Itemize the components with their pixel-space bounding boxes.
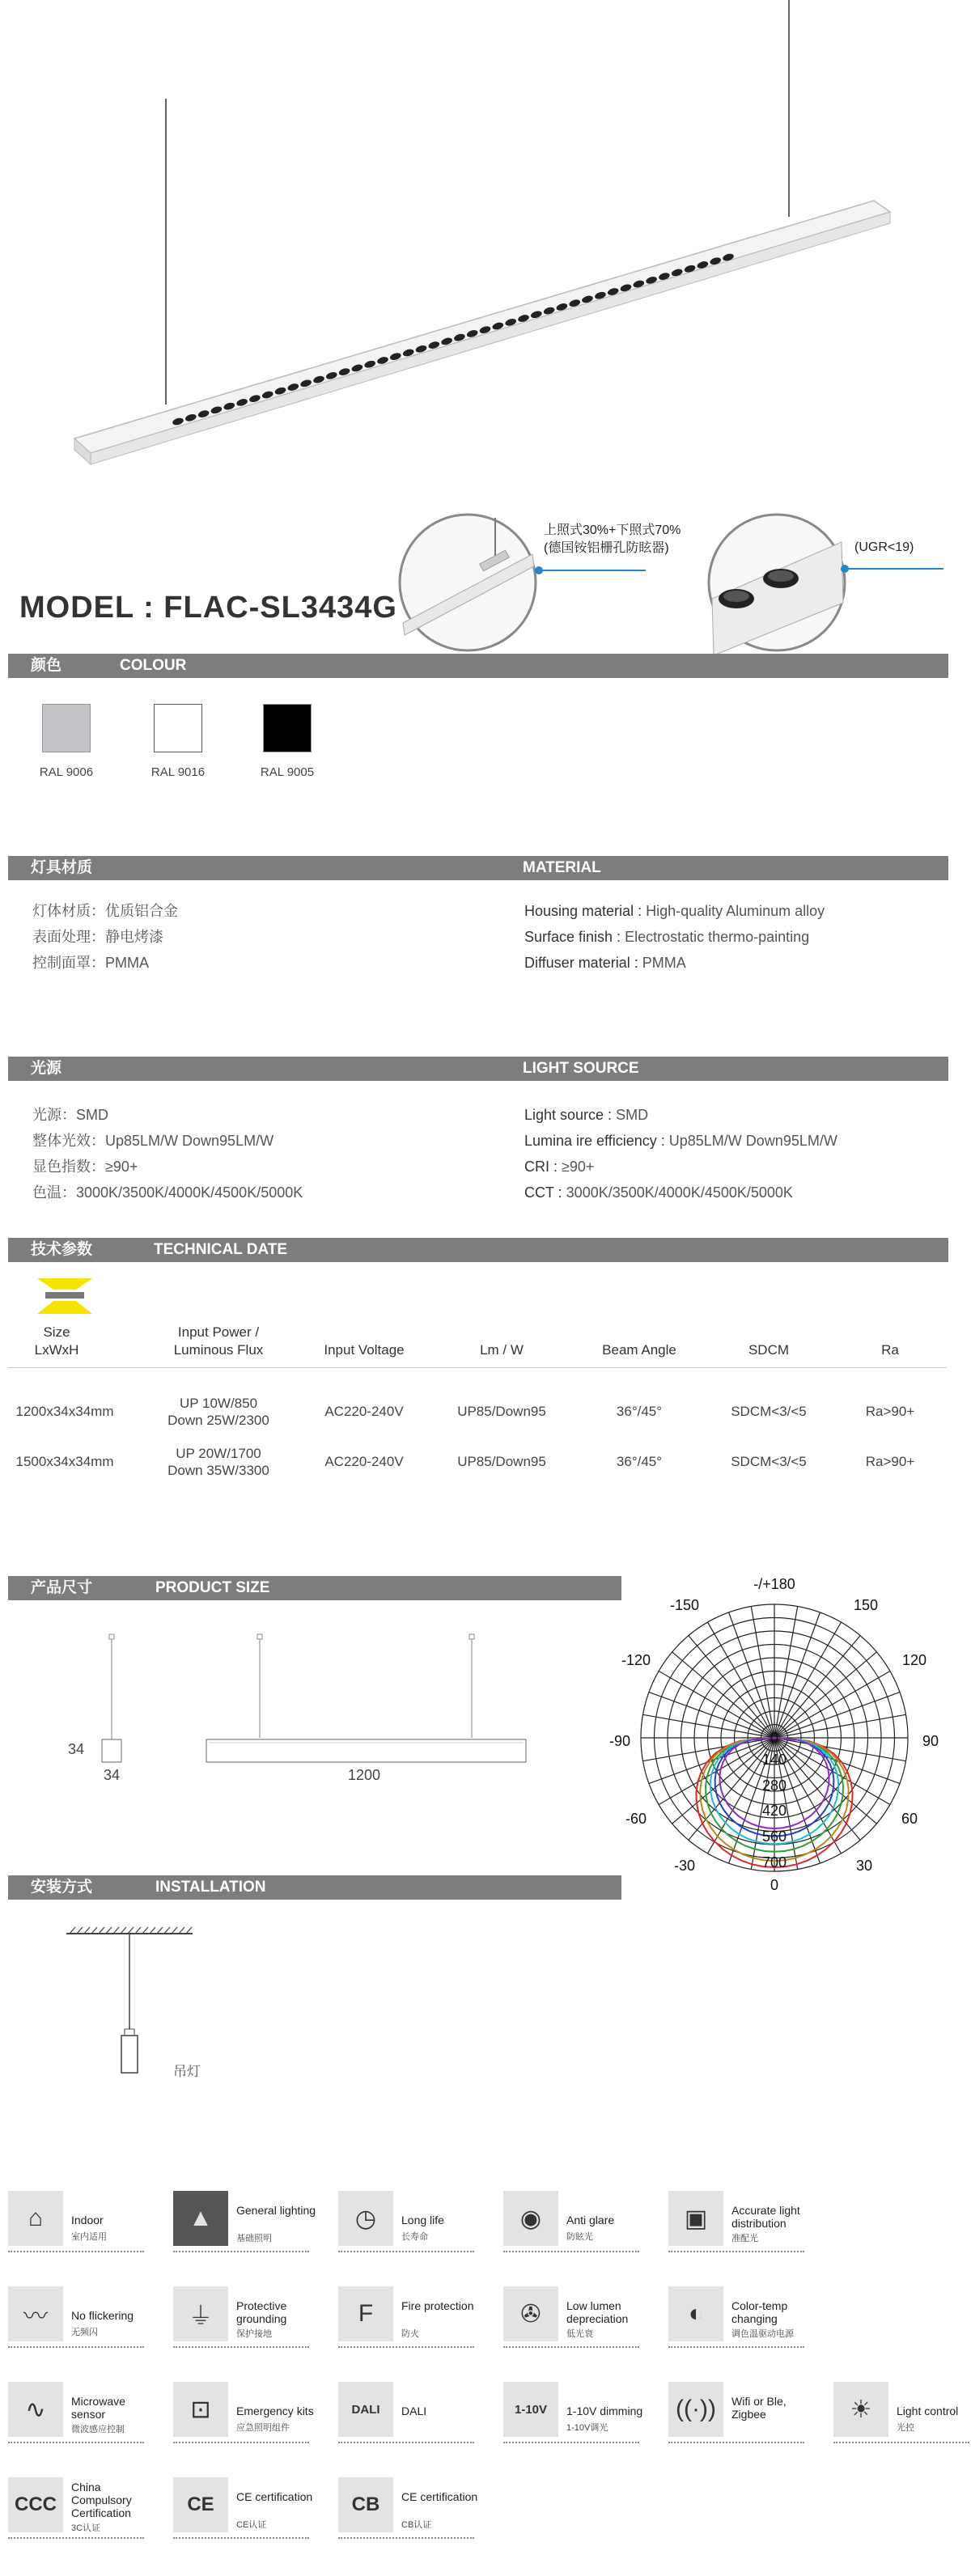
feature-divider [8, 2346, 144, 2348]
light-source-zh-row: 色温：3000K/3500K/4000K/4500K/5000K [32, 1184, 303, 1201]
material-en-row: Surface finish : Electrostatic thermo-painting [524, 929, 810, 945]
material-header: 灯具材质 MATERIAL [8, 856, 948, 880]
polar-angle-label: -30 [673, 1858, 696, 1874]
distribution-icon: ▣ [668, 2191, 723, 2246]
swatch-label: RAL 9006 [39, 765, 94, 779]
ground-icon: ⏚ [173, 2286, 228, 2341]
feature-divider [503, 2346, 639, 2348]
material-zh-row: 表面处理：静电烤漆 [32, 929, 163, 945]
feature-divider [173, 2251, 309, 2252]
roof-icon: ▲ [173, 2191, 228, 2246]
feature-item [503, 2382, 657, 2440]
feature-label: Indoor [71, 2214, 104, 2226]
house-icon: ⌂ [8, 2191, 63, 2246]
feature-item [338, 2191, 492, 2249]
detail-circle-right [704, 510, 850, 655]
swatch-label: RAL 9016 [151, 765, 206, 779]
polar-angle-label: 0 [770, 1877, 779, 1893]
polar-light-distribution [607, 1570, 971, 1901]
polar-angle-label: -90 [608, 1733, 631, 1749]
clock-icon: ◷ [338, 2191, 393, 2246]
dimension-height: 34 [68, 1741, 85, 1757]
color-icon: ◐ [668, 2286, 723, 2341]
callout-line-right [840, 561, 945, 577]
feature-label: No flickering [71, 2309, 134, 2322]
feature-divider [8, 2537, 144, 2539]
bulb-icon: ✇ [503, 2286, 558, 2341]
light-source-zh-row: 整体光效：Up85LM/W Down95LM/W [32, 1133, 274, 1149]
feature-label-zh: 长寿命 [401, 2232, 428, 2242]
polar-radius-label: 140 [761, 1752, 787, 1768]
feature-label: Long life [401, 2214, 444, 2226]
feature-divider [173, 2442, 309, 2443]
feature-item [173, 2191, 327, 2249]
polar-radius-label: 420 [761, 1803, 787, 1819]
tech-col-header: Ra [881, 1342, 899, 1358]
feature-divider [338, 2346, 474, 2348]
polar-angle-label: -60 [625, 1811, 647, 1827]
swatch-label: RAL 9005 [260, 765, 315, 779]
feature-label-zh: 基础照明 [236, 2234, 272, 2243]
size-icon [34, 1277, 95, 1316]
polar-angle-label: -/+180 [753, 1576, 795, 1592]
feature-label-zh: 微波感应控制 [71, 2425, 125, 2434]
feature-label-zh: 调色温驱动电源 [731, 2329, 794, 2339]
feature-divider [833, 2442, 969, 2443]
feature-label-zh: 应急照明组件 [236, 2423, 290, 2433]
feature-label: Microwave sensor [71, 2395, 125, 2421]
feature-item [173, 2382, 327, 2440]
installation-header: 安装方式 INSTALLATION [8, 1875, 621, 1900]
feature-item [338, 2382, 492, 2440]
material-en-row: Housing material : High-quality Aluminum alloy [524, 903, 825, 919]
feature-item [8, 2477, 162, 2536]
feature-label: Anti glare [566, 2214, 615, 2226]
detail-circle-left [395, 510, 541, 655]
feature-item [668, 2286, 822, 2345]
dali-icon: DALI [338, 2382, 393, 2437]
material-zh-list [32, 898, 178, 976]
product-size-header: 产品尺寸 PRODUCT SIZE [8, 1576, 621, 1600]
dimming-icon: 1-10V [503, 2382, 558, 2437]
material-en-row: Diffuser material : PMMA [524, 955, 686, 971]
material-zh-row: 控制面罩：PMMA [32, 955, 149, 971]
feature-divider [338, 2537, 474, 2539]
tech-col-header: Size LxWxH [34, 1324, 79, 1358]
model-title: MODEL : FLAC-SL3434G [19, 591, 397, 625]
feature-label: General lighting [236, 2204, 316, 2217]
technical-header: 技术参数 TECHNICAL DATE [8, 1238, 948, 1262]
feature-label: Emergency kits [236, 2404, 314, 2417]
feature-label-zh: 保护接地 [236, 2329, 272, 2339]
material-en-list [524, 898, 825, 976]
feature-label: Color-temp changing [731, 2299, 788, 2325]
feature-divider [173, 2346, 309, 2348]
product-size-drawing [49, 1626, 550, 1788]
polar-angle-label: -150 [669, 1597, 700, 1613]
feature-label-zh: 3C认证 [71, 2523, 101, 2533]
feature-label-zh: 准配光 [731, 2234, 758, 2243]
light-source-en-row: Lumina ire efficiency : Up85LM/W Down95LM/W [524, 1133, 837, 1149]
cb-icon: CB [338, 2477, 393, 2532]
product-hero-image [0, 0, 971, 502]
polar-radius-label: 560 [761, 1828, 787, 1845]
tech-col-header: Input Power / Luminous Flux [173, 1324, 264, 1358]
light-source-en-row: CRI : ≥90+ [524, 1159, 595, 1175]
swatch-ral-9016 [154, 704, 202, 752]
tech-col-header: Beam Angle [602, 1342, 676, 1358]
feature-label-zh: 无频闪 [71, 2328, 98, 2337]
feature-divider [668, 2346, 804, 2348]
feature-label-zh: 光控 [897, 2423, 914, 2433]
feature-label-zh: 1-10V调光 [566, 2423, 608, 2433]
callout-text-right: (UGR<19) [854, 540, 914, 554]
table-divider [8, 1367, 947, 1368]
emergency-icon: ⊡ [173, 2382, 228, 2437]
wave-icon: 〰 [8, 2286, 63, 2341]
feature-divider [503, 2251, 639, 2252]
feature-item [8, 2286, 162, 2345]
feature-label: CE certification [236, 2490, 313, 2503]
light-source-en-row: Light source : SMD [524, 1107, 649, 1123]
dimension-width: 34 [104, 1767, 121, 1783]
polar-angle-label: 150 [853, 1597, 879, 1613]
feature-label: CE certification [401, 2490, 478, 2503]
feature-label-zh: CE认证 [236, 2520, 267, 2530]
feature-label: Protective grounding [236, 2299, 287, 2325]
eye-icon: ◉ [503, 2191, 558, 2246]
feature-divider [668, 2442, 804, 2443]
feature-label: Wifi or Ble, Zigbee [731, 2395, 787, 2421]
light-source-en-row: CCT : 3000K/3500K/4000K/4500K/5000K [524, 1184, 793, 1201]
feature-divider [338, 2251, 474, 2252]
feature-item [338, 2477, 492, 2536]
light-source-zh-list [32, 1102, 303, 1205]
feature-label-zh: CB认证 [401, 2520, 432, 2530]
swatch-ral-9006 [42, 704, 91, 752]
swatch-ral-9005 [263, 704, 312, 752]
material-zh-row: 灯体材质：优质铝合金 [32, 903, 178, 919]
feature-item [668, 2191, 822, 2249]
polar-angle-label: -120 [621, 1652, 651, 1668]
feature-item [503, 2191, 657, 2249]
polar-center-label: 0 [770, 1730, 779, 1746]
light-source-header: 光源 LIGHT SOURCE [8, 1057, 948, 1081]
feature-divider [8, 2442, 144, 2443]
feature-item [833, 2382, 971, 2440]
feature-divider [668, 2251, 804, 2252]
tech-col-header: Lm / W [480, 1342, 524, 1358]
feature-label: China Compulsory Certification [71, 2481, 132, 2519]
tech-col-header: Input Voltage [324, 1342, 405, 1358]
polar-angle-label: 120 [901, 1652, 927, 1668]
feature-label-zh: 防眩光 [566, 2232, 593, 2242]
feature-label: 1-10V dimming [566, 2404, 643, 2417]
light-source-en-list [524, 1102, 837, 1205]
sun-icon: ☀ [833, 2382, 888, 2437]
feature-item [8, 2191, 162, 2249]
dimension-length: 1200 [348, 1767, 381, 1783]
feature-label: Low lumen depreciation [566, 2299, 629, 2325]
fire-icon: F [338, 2286, 393, 2341]
light-source-zh-row: 光源：SMD [32, 1107, 108, 1123]
feature-item [8, 2382, 162, 2440]
feature-item [338, 2286, 492, 2345]
ce-icon: CE [173, 2477, 228, 2532]
feature-label-zh: 室内适用 [71, 2232, 107, 2242]
colour-header: 颜色 COLOUR [8, 654, 948, 678]
tech-col-header: SDCM [748, 1342, 790, 1358]
feature-label: DALI [401, 2404, 427, 2417]
feature-divider [173, 2537, 309, 2539]
feature-label: Accurate light distribution [731, 2204, 800, 2230]
installation-label: 吊灯 [173, 2064, 201, 2079]
polar-angle-label: 30 [855, 1858, 873, 1874]
polar-radius-label: 280 [761, 1777, 787, 1794]
feature-label-zh: 防火 [401, 2329, 419, 2339]
polar-angle-label: 60 [901, 1811, 918, 1827]
polar-angle-label: 90 [922, 1733, 939, 1749]
wifi-icon: ((·)) [668, 2382, 723, 2437]
callout-line-left [534, 562, 647, 578]
feature-item [173, 2477, 327, 2536]
light-source-zh-row: 显色指数：≥90+ [32, 1159, 138, 1175]
sensor-icon: ∿ [8, 2382, 63, 2437]
feature-divider [8, 2251, 144, 2252]
feature-divider [338, 2442, 474, 2443]
feature-item [668, 2382, 822, 2440]
ccc-icon: CCC [8, 2477, 63, 2532]
polar-radius-label: 700 [761, 1854, 787, 1871]
feature-label: Light control [897, 2404, 959, 2417]
feature-label: Fire protection [401, 2299, 474, 2312]
feature-item [173, 2286, 327, 2345]
feature-label-zh: 低光衰 [566, 2329, 593, 2339]
callout-text-left: 上照式30%+下照式70% (德国铵铝栅孔防眩器) [544, 523, 681, 555]
feature-item [503, 2286, 657, 2345]
feature-divider [503, 2442, 639, 2443]
